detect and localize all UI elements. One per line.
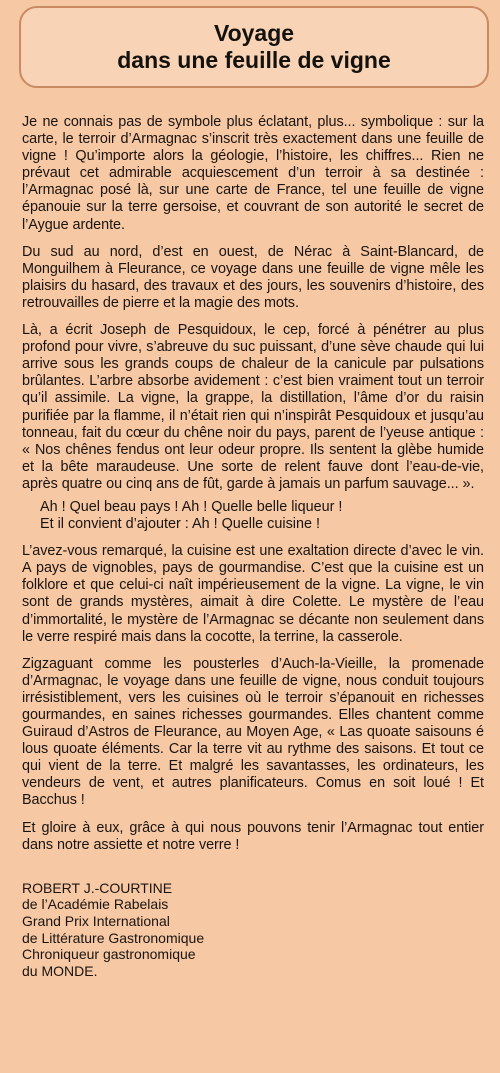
title-line-1: Voyage (213, 20, 295, 46)
author-title-3: de Littérature Gastronomique (22, 929, 205, 946)
paragraph-3: Là, a écrit Joseph de Pesquidoux, le cep, forcé à pénétrer au plus profond pour vivre, s’abreuve du suc puissant, d’une sève chaude qui lui arrive sous les grands coups de chaleur de la canicule par pulsations brûlantes. L’arbre absorbe avidement : c’est bien vraiment tout un terroir qu’il assimile. La vigne, la grappe, la distillation, l’âme d’or du raisin purifiée par la flamme, il n’était rien qui n’inspirât Pesquidoux et jusqu’au tonneau, fait du cœur du chêne noir du pays, parent de l’yeuse antique : « Nos chênes fendus ont leur odeur propre. Ils sentent la glèbe humide et la bête maraudeuse. Une sorte de relent fauve dont l’eau-de-vie, après quatre ou cinq ans de fût, garde à jamais un parfum sauvage... ». (22, 322, 484, 492)
paragraph-5: Zigzaguant comme les pousterles d’Auch-la-Vieille, la promenade d’Armagnac, le voyage dans une feuille de vigne, nous conduit toujours irrésistiblement, vers les cuisines où le terroir s’épanouit en richesses gourmandes, en saines richesses gourmandes. Elles chantent comme Guiraud d’Astros de Fleurance, au Moyen Age, « Las quoate saisouns é lous quoate éléments. Car la terre vit au rythme des saisons. Et tout ce qui vient de la terre. Et malgré les savantasses, les ordinateurs, les vendeurs de vent, et autres planificateurs. Comus en soit loué ! Et Bacchus ! (22, 655, 484, 809)
author-name: ROBERT J.-COURTINE (22, 879, 173, 896)
author-title-5: du MONDE. (22, 962, 98, 979)
author-signature (22, 880, 484, 980)
article-body (22, 114, 484, 854)
author-title-1: de l’Académie Rabelais (22, 896, 169, 913)
paragraph-2: Du sud au nord, d’est en ouest, de Nérac à Saint-Blancard, de Monguilhem à Fleurance, ce voyage dans une feuille de vigne mêle les plaisirs du hasard, des travaux et des jours, les souvenirs d’histoire, des retrouvailles de pierre et la magie des mots. (22, 243, 484, 311)
verse-line-2: Et il convient d’ajouter : Ah ! Quelle cuisine ! (40, 516, 320, 533)
author-title-2: Grand Prix International (22, 912, 170, 929)
paragraph-1: Je ne connais pas de symbole plus éclatant, plus... symbolique : sur la carte, le terroir d’Armagnac s’inscrit très exactement dans une feuille de vigne ! Qu’importe alors la géologie, l’histoire, les chiffres... Rien ne prévaut cet admirable acquiescement d’un terroir à sa destinée : l’Armagnac posé là, sur une carte de France, tel une feuille de vigne épanouie sur la terre gersoise, et couvrant de son autorité le secret de l’Aygue ardente. (22, 114, 484, 233)
verse-line-1: Ah ! Quel beau pays ! Ah ! Quelle belle liqueur ! (40, 498, 343, 515)
title-line-2: dans une feuille de vigne (117, 47, 391, 73)
author-title-4: Chroniqueur gastronomique (22, 946, 196, 963)
title-box (19, 6, 489, 88)
paragraph-4: L’avez-vous remarqué, la cuisine est une exaltation directe d’avec le vin. A pays de vignobles, pays de gourmandise. C’est que la cuisine est un folklore et que celui-ci naît impérieusement de la vigne. La vigne, le vin sont de grands mystères, aimait à dire Colette. Le mystère de l’eau d’immortalité, le mystère de l’Armagnac se décante non seulement dans le verre respiré mais dans la cocotte, la terrine, la casserole. (22, 543, 484, 645)
paragraph-6: Et gloire à eux, grâce à qui nous pouvons tenir l’Armagnac tout entier dans notre assiette et notre verre ! (22, 819, 484, 853)
verse-block (40, 499, 484, 533)
